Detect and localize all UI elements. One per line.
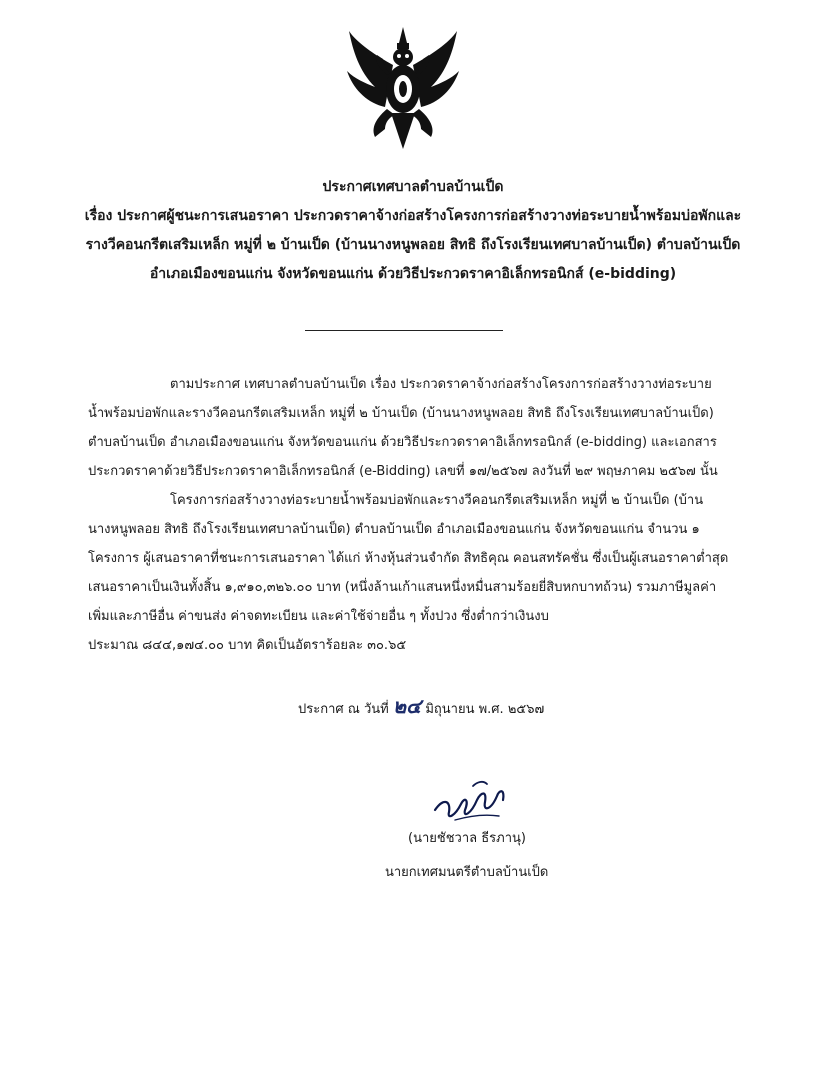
garuda-emblem-icon [345,25,461,153]
subject-line-2: รางวีคอนกรีตเสริมเหล็ก หมู่ที่ ๒ บ้านเป็ด (บ้านนางหนูพลอย สิทธิ ถึงโรงเรียนเทศบาลบ้านเป็ด) ตำบลบ้านเป็ด [85,237,741,253]
announce-day-handwritten: ๒๔ [392,694,422,718]
paragraph1-line4: ประกวดราคาด้วยวิธีประกวดราคาอิเล็กทรอนิกส์ (e-Bidding) เลขที่ ๑๗/๒๕๖๗ ลงวันที่ ๒๙ พฤษภาคม ๒๕๖๗ นั้น [88,464,718,479]
paragraph2-line2: นางหนูพลอย สิทธิ ถึงโรงเรียนเทศบาลบ้านเป็ด) ตำบลบ้านเป็ด อำเภอเมืองขอนแก่น จังหวัดขอนแก่น จำนวน ๑ [88,522,700,537]
subject-line-3: อำเภอเมืองขอนแก่น จังหวัดขอนแก่น ด้วยวิธีประกวดราคาอิเล็กทรอนิกส์ (e-bidding) [149,266,677,282]
announce-prefix: ประกาศ ณ วันที่ [298,702,389,717]
subject-line-1: เรื่อง ประกาศผู้ชนะการเสนอราคา ประกวดราคาจ้างก่อสร้างโครงการก่อสร้างวางท่อระบายน้ำพร้อมบ่อพักและ [84,208,742,224]
handwritten-signature [425,770,525,830]
signer-position: นายกเทศมนตรีตำบลบ้านเป็ด [385,865,549,880]
title-divider [305,330,503,331]
paragraph1-line1: ตามประกาศ เทศบาลตำบลบ้านเป็ด เรื่อง ประกวดราคาจ้างก่อสร้างโครงการก่อสร้างวางท่อระบาย [170,377,712,392]
announcement-title: ประกาศเทศบาลตำบลบ้านเป็ด [322,179,504,195]
paragraph1-line2: น้ำพร้อมบ่อพักและรางวีคอนกรีตเสริมเหล็ก หมู่ที่ ๒ บ้านเป็ด (บ้านนางหนูพลอย สิทธิ ถึงโรงเรียนเทศบาลบ้านเป็ด) [88,406,714,421]
paragraph2-line4: เสนอราคาเป็นเงินทั้งสิ้น ๑,๙๑๐,๓๒๖.๐๐ บาท (หนึ่งล้านเก้าแสนหนึ่งหมื่นสามร้อยยี่สิบหกบาทถ้วน) รวมภาษีมูลค่า [88,580,717,595]
signer-name: (นายชัชวาล ธีรภานุ) [408,831,526,846]
announce-date [298,696,544,720]
paragraph2-line5: เพิ่มและภาษีอื่น ค่าขนส่ง ค่าจดทะเบียน และค่าใช้จ่ายอื่น ๆ ทั้งปวง ซึ่งต่ำกว่าเงินงบ [88,609,549,624]
paragraph2-line1: โครงการก่อสร้างวางท่อระบายน้ำพร้อมบ่อพักและรางวีคอนกรีตเสริมเหล็ก หมู่ที่ ๒ บ้านเป็ด (บ้าน [170,493,704,508]
paragraph2-line3: โครงการ ผู้เสนอราคาที่ชนะการเสนอราคา ได้แก่ ห้างหุ้นส่วนจำกัด สิทธิคุณ คอนสทรัคชั่น ซึ่งเป็นผู้เสนอราคาต่ำสุด [88,551,729,566]
announce-suffix: มิถุนายน พ.ศ. ๒๕๖๗ [425,702,545,717]
paragraph1-line3: ตำบลบ้านเป็ด อำเภอเมืองขอนแก่น จังหวัดขอนแก่น ด้วยวิธีประกวดราคาอิเล็กทรอนิกส์ (e-bidding) และเอกสาร [88,435,717,450]
paragraph2-line6: ประมาณ ๘๔๔,๑๗๔.๐๐ บาท คิดเป็นอัตราร้อยละ ๓๐.๖๕ [88,638,407,653]
